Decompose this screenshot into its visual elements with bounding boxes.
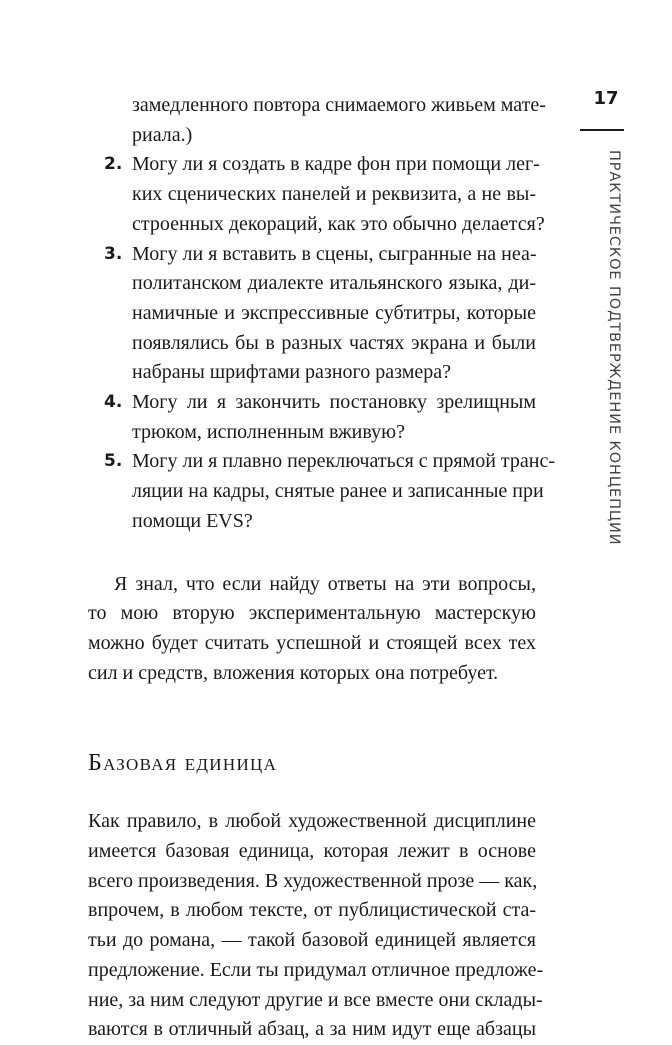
text-line: то мою вторую экспериментальную мастерскую [88, 602, 536, 625]
list-item [88, 447, 556, 536]
section-heading: Базовая единица [88, 750, 278, 777]
text-line: ких сценических панелей и реквизита, а не вы- [132, 183, 536, 206]
numbered-list [88, 91, 556, 537]
body-paragraph [88, 570, 536, 689]
list-item-number: 3. [104, 243, 123, 264]
text-line: Могу ли я вставить в сцены, сыгранные на неа- [132, 242, 537, 265]
text-line: Я знал, что если найду ответы на эти вопросы, [114, 572, 536, 595]
list-item-continued [88, 91, 546, 150]
text-line: ваются в отличный абзац, а за ним идут еще абзацы [88, 1018, 536, 1041]
list-item [88, 150, 545, 239]
body-paragraph [88, 807, 544, 1045]
text-line: всего произведения. В художественной прозе — как, [88, 869, 538, 892]
text-line: риала.) [132, 123, 193, 146]
text-line: Как правило, в любой художественной дисциплине [88, 810, 536, 833]
text-line: тьи до романа, — такой базовой единицей является [88, 929, 536, 952]
text-line: трюком, исполненным вживую? [132, 420, 405, 443]
page-number: 17 [593, 88, 619, 109]
text-line: замедленного повтора снимаемого живьем мате- [132, 94, 546, 116]
list-item [88, 240, 536, 389]
text-line: помощи EVS? [132, 509, 253, 532]
text-line: Могу ли я закончить постановку зрелищным [132, 391, 536, 414]
list-item-number: 5. [104, 451, 123, 472]
text-line: можно будет считать успешной и стоящей всех тех [88, 631, 536, 654]
page-number-rule [580, 129, 624, 131]
list-item-number: 4. [104, 392, 123, 413]
text-line: политанском диалекте итальянского языка, ди- [132, 272, 536, 295]
text-line: имеется базовая единица, которая лежит в основе [88, 840, 536, 863]
list-item-number: 2. [104, 154, 123, 175]
text-line: появлялись бы в разных частях экрана и были [132, 331, 536, 354]
page-body [88, 91, 556, 1045]
text-line: ние, за ним следуют другие и все вместе они склады- [88, 988, 543, 1011]
text-line: сил и средств, вложения которых она потребует. [88, 661, 499, 684]
running-head: ПРАКТИЧЕСКОЕ ПОДТВЕРЖДЕНИЕ КОНЦЕПЦИИ [606, 150, 622, 546]
list-item [88, 388, 536, 447]
text-line: намичные и экспрессивные субтитры, которые [132, 301, 536, 324]
text-line: набраны шрифтами разного размера? [132, 361, 452, 384]
text-line: Могу ли я создать в кадре фон при помощи лег- [132, 153, 540, 176]
text-line: предложение. Если ты придумал отличное предложе- [88, 958, 544, 981]
text-line: строенных декораций, как это обычно делается? [132, 212, 545, 235]
text-line: Могу ли я плавно переключаться с прямой транс- [132, 450, 556, 473]
text-line: ляции на кадры, снятые ранее и записанные при [132, 480, 544, 503]
text-line: впрочем, в любом тексте, от публицистической ста- [88, 899, 536, 922]
